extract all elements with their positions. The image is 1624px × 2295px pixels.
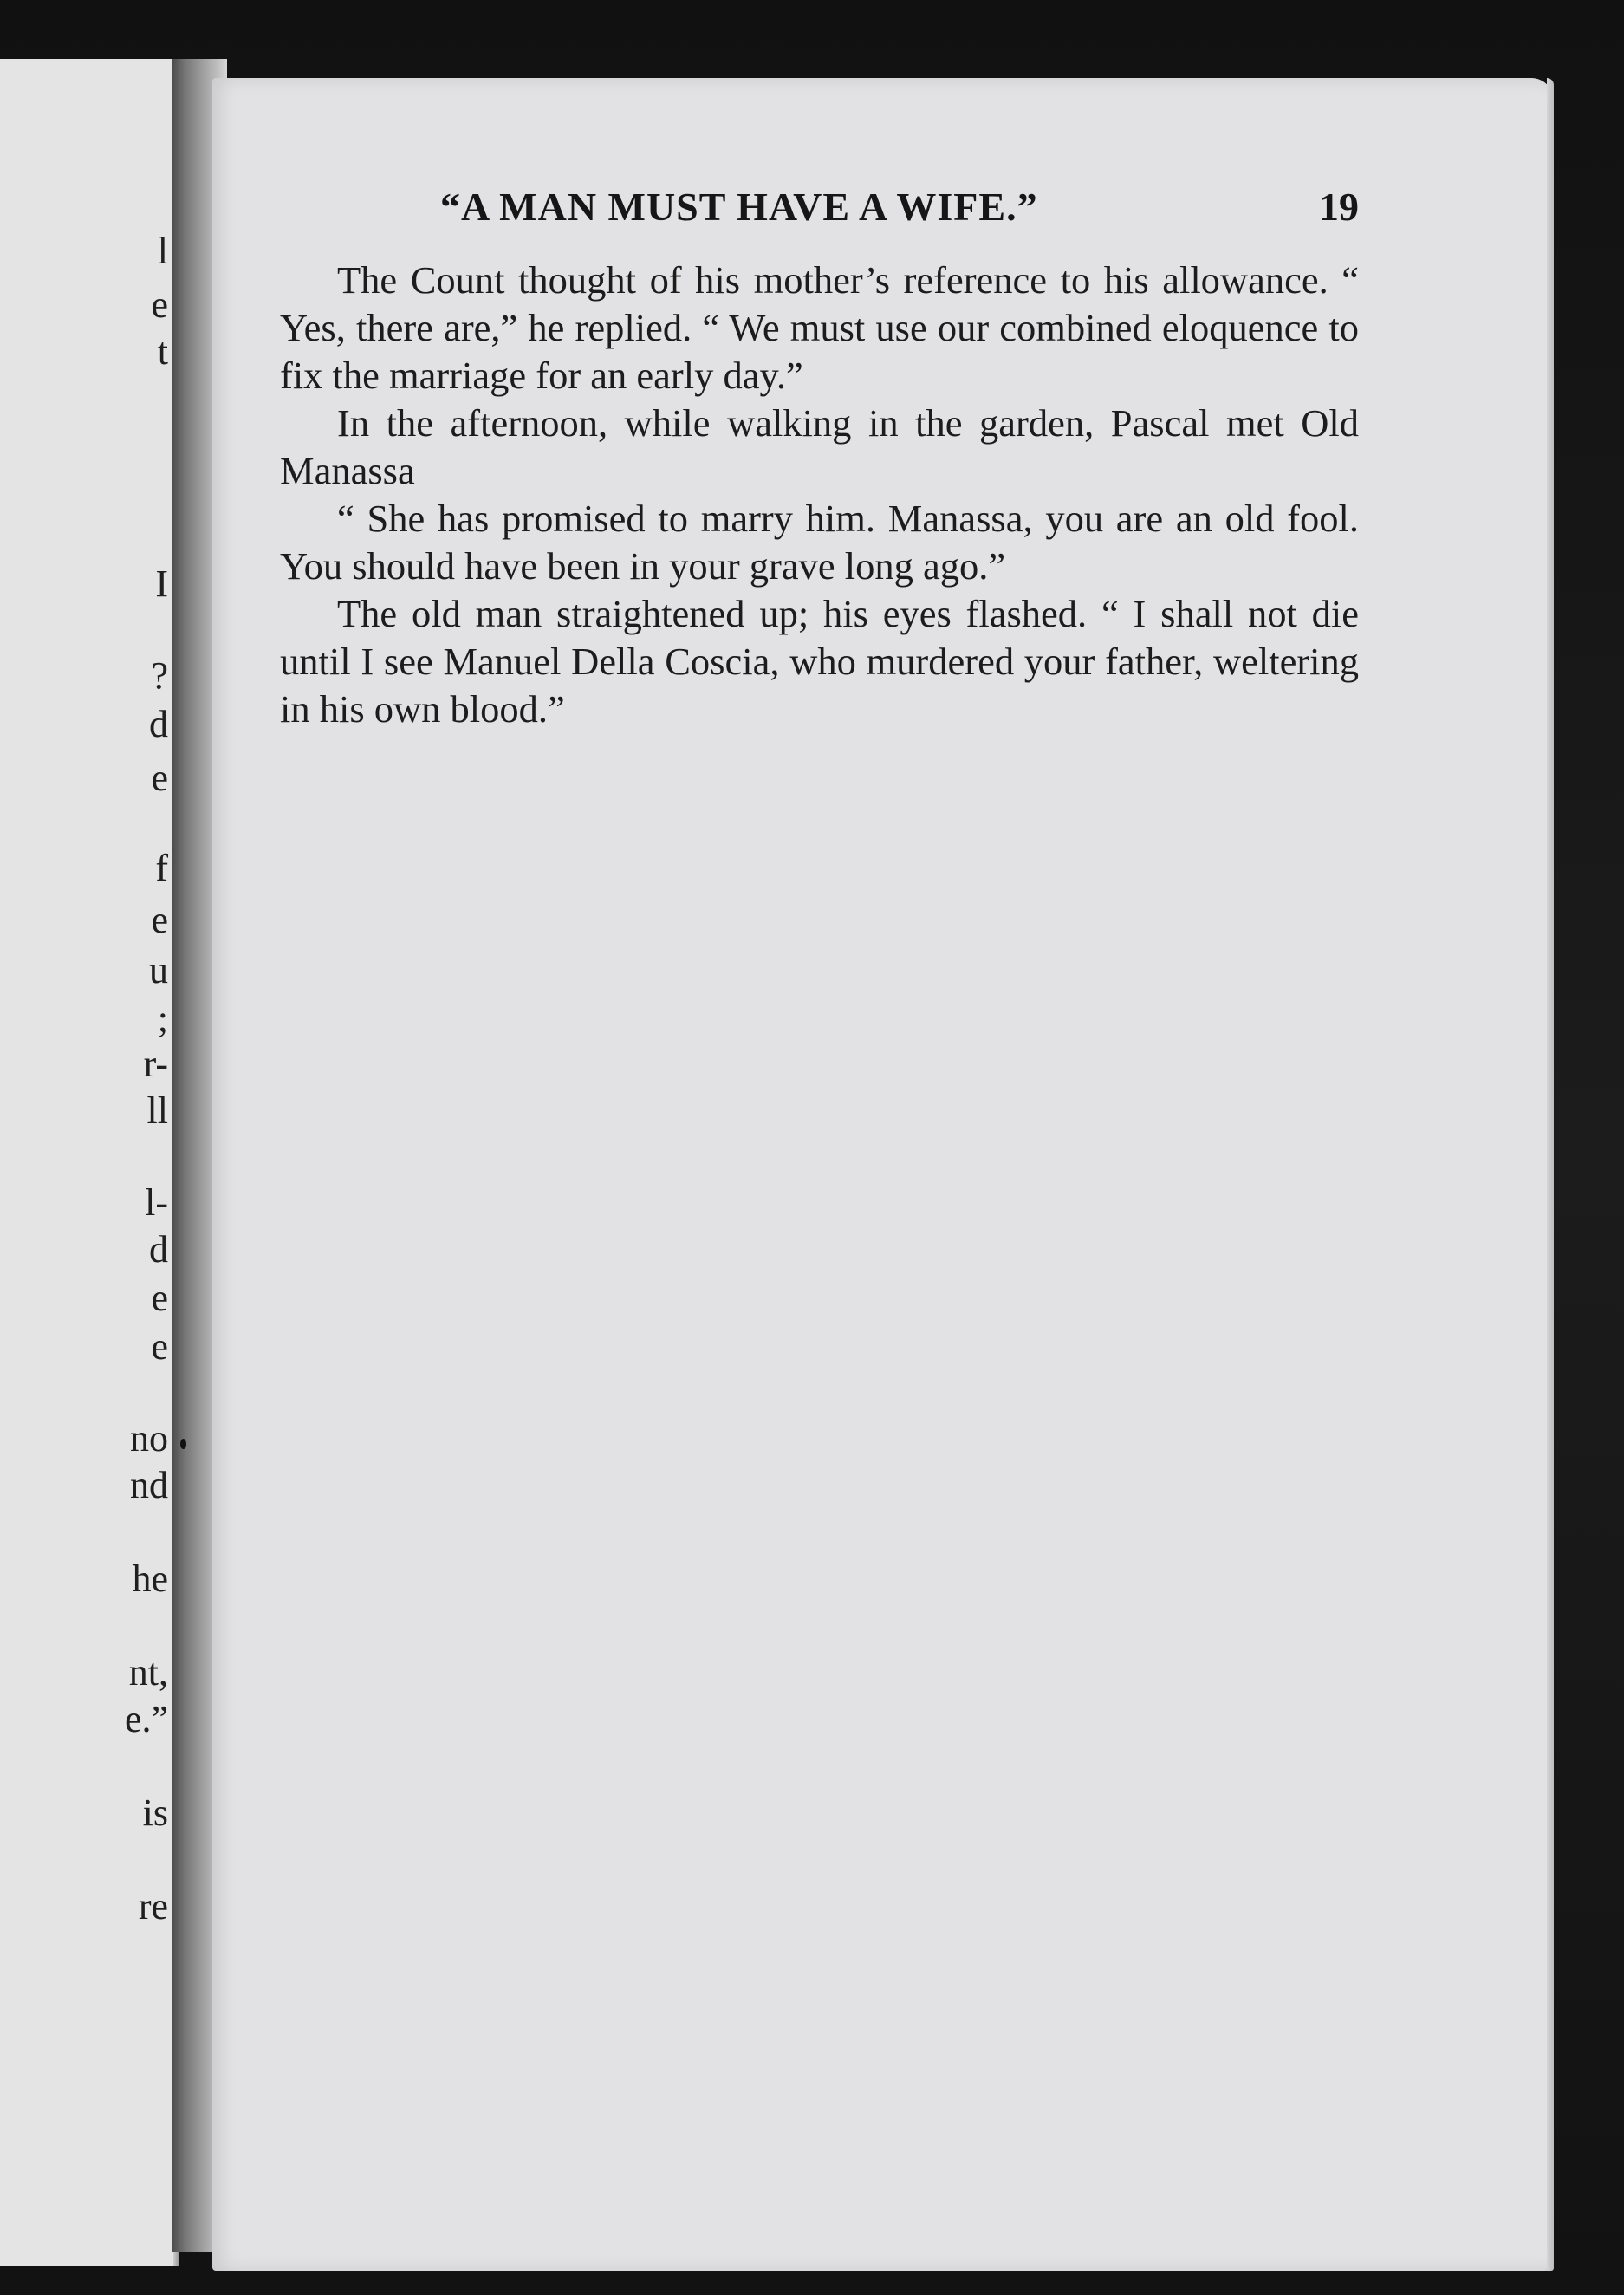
right-page-edge <box>1547 78 1554 2271</box>
left-page-fragment: u <box>149 949 168 991</box>
body-text <box>280 257 1359 733</box>
paragraph: The Count thought of his mother’s reference to his allowance. “ Yes, there are,” he replied. “ We must use our combined eloquence to fix the marriage for an early day.” <box>280 258 1359 397</box>
left-page-fragment: e <box>151 757 168 799</box>
paragraph: “ She has promised to marry him. Manassa, you are an old fool. You should have been in your grave long ago.” <box>280 497 1359 588</box>
right-page <box>212 78 1554 2271</box>
left-page-fragment: e <box>151 283 168 326</box>
running-header <box>280 184 1359 244</box>
page-number: 19 <box>1319 185 1359 229</box>
left-page-fragment: nd <box>130 1464 168 1506</box>
left-page-fragment: r- <box>143 1043 168 1085</box>
left-page-fragment: d <box>149 1228 168 1271</box>
left-page-fragment: t <box>157 330 168 373</box>
left-page-fragment: e <box>151 1277 168 1319</box>
left-page-fragment: I <box>155 562 168 605</box>
left-page-fragment: l <box>157 230 168 272</box>
left-page-fragment: is <box>142 1791 168 1834</box>
left-page-fragment: e.” <box>124 1698 168 1740</box>
left-page-fragment: l- <box>145 1181 168 1224</box>
left-page-fragment: ll <box>146 1089 168 1132</box>
left-page-fragment: d <box>149 703 168 745</box>
left-page-fragment: he <box>132 1557 168 1600</box>
left-page-fragment: re <box>138 1885 168 1928</box>
left-page <box>0 59 179 2266</box>
left-page-fragment: e <box>151 1325 168 1368</box>
paragraph: In the afternoon, while walking in the garden, Pascal met Old Manassa <box>280 401 1359 492</box>
left-page-fragment: nt, <box>128 1651 168 1694</box>
paragraph: The old man straightened up; his eyes flashed. “ I shall not die until I see Manuel Della Coscia, who murdered your father, weltering in his own blood.” <box>280 592 1359 731</box>
left-page-fragment: ? <box>151 654 168 697</box>
left-page-fragment: no <box>130 1417 168 1460</box>
left-page-fragment: e <box>151 899 168 941</box>
header-title: “A MAN MUST HAVE A WIFE.” <box>440 185 1038 229</box>
page-content <box>280 184 1359 733</box>
left-page-fragment: ; <box>157 998 168 1040</box>
gutter-speck <box>180 1439 186 1449</box>
left-page-fragment: f <box>155 847 168 889</box>
